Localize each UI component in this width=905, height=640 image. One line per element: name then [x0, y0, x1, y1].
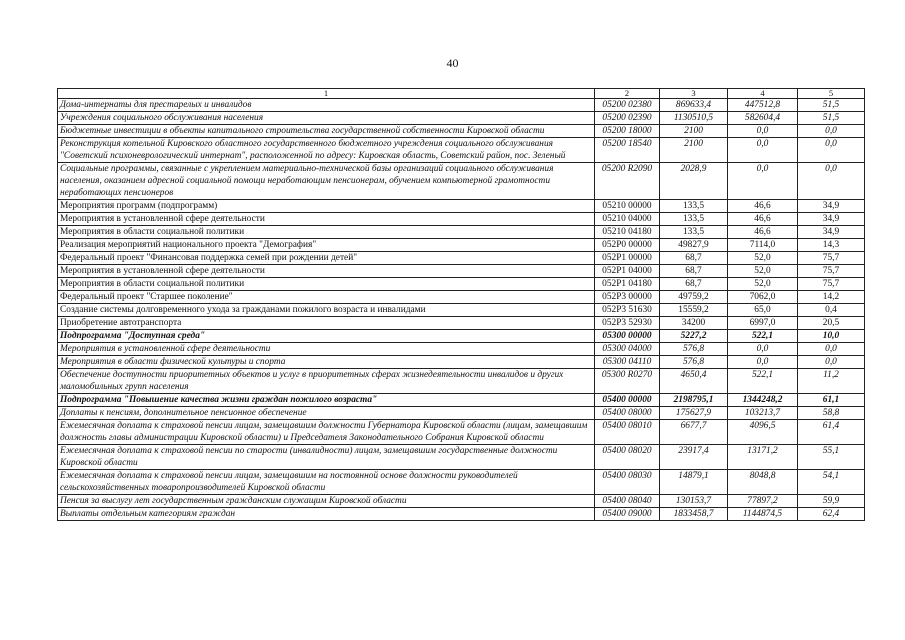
row-value-col5-cell: 54,1	[798, 470, 865, 495]
row-value-col5-cell: 51,5	[798, 112, 865, 125]
table-row	[58, 163, 865, 200]
row-code-cell: 05200 02390	[595, 112, 660, 125]
row-code-cell: 052P0 00000	[595, 239, 660, 252]
row-name-cell: Мероприятия программ (подпрограмм)	[58, 200, 595, 213]
row-value-col4-cell: 522,1	[728, 330, 798, 343]
row-value-col3-cell: 576,8	[660, 356, 728, 369]
row-code-cell: 05400 08040	[595, 495, 660, 508]
row-value-col3-cell: 6677,7	[660, 420, 728, 445]
table-row	[58, 278, 865, 291]
row-name-cell: Мероприятия в области социальной политики	[58, 226, 595, 239]
row-value-col3-cell: 14879,1	[660, 470, 728, 495]
row-value-col5-cell: 62,4	[798, 508, 865, 521]
table-row	[58, 291, 865, 304]
row-value-col5-cell: 0,4	[798, 304, 865, 317]
row-value-col3-cell: 2100	[660, 125, 728, 138]
row-value-col5-cell: 61,1	[798, 394, 865, 407]
table-row	[58, 138, 865, 163]
row-value-col5-cell: 61,4	[798, 420, 865, 445]
row-value-col3-cell: 1833458,7	[660, 508, 728, 521]
budget-table-container	[57, 88, 864, 521]
row-code-cell: 05400 08000	[595, 407, 660, 420]
row-value-col5-cell: 11,2	[798, 369, 865, 394]
row-value-col5-cell: 20,5	[798, 317, 865, 330]
row-value-col5-cell: 0,0	[798, 138, 865, 163]
row-value-col4-cell: 52,0	[728, 252, 798, 265]
row-value-col5-cell: 59,9	[798, 495, 865, 508]
row-code-cell: 05300 00000	[595, 330, 660, 343]
row-value-col3-cell: 1130510,5	[660, 112, 728, 125]
row-value-col3-cell: 2198795,1	[660, 394, 728, 407]
header-cell-col3: 3	[660, 89, 728, 99]
row-value-col4-cell: 52,0	[728, 278, 798, 291]
row-code-cell: 05200 02380	[595, 99, 660, 112]
row-value-col4-cell: 1144874,5	[728, 508, 798, 521]
row-name-cell: Учреждения социального обслуживания населения	[58, 112, 595, 125]
row-code-cell: 05210 00000	[595, 200, 660, 213]
row-value-col5-cell: 34,9	[798, 213, 865, 226]
row-name-cell: Доплаты к пенсиям, дополнительное пенсионное обеспечение	[58, 407, 595, 420]
row-value-col4-cell: 77897,2	[728, 495, 798, 508]
row-value-col4-cell: 1344248,2	[728, 394, 798, 407]
row-code-cell: 052P3 00000	[595, 291, 660, 304]
header-cell-col2: 2	[595, 89, 660, 99]
row-name-cell: Бюджетные инвестиции в объекты капитального строительства государственной собственности Кировской области	[58, 125, 595, 138]
row-code-cell: 052P1 04000	[595, 265, 660, 278]
page-number: 40	[446, 56, 459, 70]
row-name-cell: Ежемесячная доплата к страховой пенсии по старости (инвалидности) лицам, замещавшим государственные должности Кировской области	[58, 445, 595, 470]
table-row	[58, 200, 865, 213]
table-row	[58, 304, 865, 317]
row-name-cell: Федеральный проект "Старшее поколение"	[58, 291, 595, 304]
row-value-col5-cell: 0,0	[798, 356, 865, 369]
row-value-col5-cell: 0,0	[798, 343, 865, 356]
row-value-col3-cell: 68,7	[660, 278, 728, 291]
row-name-cell: Социальные программы, связанные с укреплением материально-технической базы организаций социального обслуживания населения, оказанием адресной социальной помощи неработающим пенсионерам, обучением компьютерной грамотности неработающих пенсионеров	[58, 163, 595, 200]
row-value-col4-cell: 0,0	[728, 163, 798, 200]
row-value-col4-cell: 7114,0	[728, 239, 798, 252]
row-value-col4-cell: 582604,4	[728, 112, 798, 125]
row-code-cell: 052P3 51630	[595, 304, 660, 317]
row-name-cell: Обеспечение доступности приоритетных объектов и услуг в приоритетных сферах жизнедеятельности инвалидов и других маломобильных групп населения	[58, 369, 595, 394]
table-row	[58, 252, 865, 265]
header-cell-col1: 1	[58, 89, 595, 99]
table-row	[58, 265, 865, 278]
row-name-cell: Федеральный проект "Финансовая поддержка семей при рождении детей"	[58, 252, 595, 265]
table-row	[58, 125, 865, 138]
row-value-col3-cell: 68,7	[660, 265, 728, 278]
row-value-col3-cell: 34200	[660, 317, 728, 330]
row-name-cell: Мероприятия в установленной сфере деятельности	[58, 213, 595, 226]
table-row	[58, 99, 865, 112]
table-row	[58, 369, 865, 394]
row-value-col4-cell: 46,6	[728, 226, 798, 239]
row-value-col4-cell: 4096,5	[728, 420, 798, 445]
row-value-col5-cell: 14,3	[798, 239, 865, 252]
row-value-col3-cell: 869633,4	[660, 99, 728, 112]
row-value-col4-cell: 6997,0	[728, 317, 798, 330]
row-value-col5-cell: 75,7	[798, 252, 865, 265]
row-code-cell: 05400 08020	[595, 445, 660, 470]
row-value-col5-cell: 55,1	[798, 445, 865, 470]
table-row	[58, 343, 865, 356]
row-code-cell: 05210 04180	[595, 226, 660, 239]
table-row	[58, 495, 865, 508]
row-code-cell: 05200 18000	[595, 125, 660, 138]
row-code-cell: 05300 R0270	[595, 369, 660, 394]
header-cell-col5: 5	[798, 89, 865, 99]
table-row	[58, 239, 865, 252]
row-code-cell: 052P1 00000	[595, 252, 660, 265]
row-value-col5-cell: 0,0	[798, 125, 865, 138]
row-name-cell: Приобретение автотранспорта	[58, 317, 595, 330]
row-value-col3-cell: 2028,9	[660, 163, 728, 200]
row-code-cell: 05400 00000	[595, 394, 660, 407]
row-value-col3-cell: 4650,4	[660, 369, 728, 394]
row-name-cell: Выплаты отдельным категориям граждан	[58, 508, 595, 521]
row-value-col4-cell: 0,0	[728, 356, 798, 369]
row-name-cell: Подпрограмма "Доступная среда"	[58, 330, 595, 343]
row-value-col3-cell: 49759,2	[660, 291, 728, 304]
row-value-col4-cell: 522,1	[728, 369, 798, 394]
row-value-col3-cell: 133,5	[660, 226, 728, 239]
row-name-cell: Мероприятия в установленной сфере деятельности	[58, 343, 595, 356]
table-body	[58, 99, 865, 521]
table-row	[58, 420, 865, 445]
row-value-col5-cell: 34,9	[798, 226, 865, 239]
row-value-col4-cell: 7062,0	[728, 291, 798, 304]
row-value-col5-cell: 75,7	[798, 265, 865, 278]
row-value-col3-cell: 23917,4	[660, 445, 728, 470]
row-value-col4-cell: 0,0	[728, 125, 798, 138]
row-code-cell: 05300 04110	[595, 356, 660, 369]
row-code-cell: 05200 18540	[595, 138, 660, 163]
row-name-cell: Создание системы долговременного ухода за гражданами пожилого возраста и инвалидами	[58, 304, 595, 317]
table-row	[58, 226, 865, 239]
table-row	[58, 112, 865, 125]
row-name-cell: Ежемесячная доплата к страховой пенсии лицам, замещавшим на постоянной основе должности руководителей сельскохозяйственных товаропроизводителей Кировской области	[58, 470, 595, 495]
row-name-cell: Подпрограмма "Повышение качества жизни граждан пожилого возраста"	[58, 394, 595, 407]
row-value-col4-cell: 52,0	[728, 265, 798, 278]
row-value-col4-cell: 103213,7	[728, 407, 798, 420]
row-name-cell: Реализация мероприятий национального проекта "Демография"	[58, 239, 595, 252]
row-name-cell: Ежемесячная доплата к страховой пенсии лицам, замещавшим должности Губернатора Кировской области (лицам, замещавшим должность главы администрации Кировской области) и Председателя Законодательного Собрания Кировской области	[58, 420, 595, 445]
row-value-col5-cell: 75,7	[798, 278, 865, 291]
row-value-col3-cell: 133,5	[660, 200, 728, 213]
row-value-col4-cell: 46,6	[728, 200, 798, 213]
table-row	[58, 317, 865, 330]
budget-table	[57, 88, 865, 521]
table-row	[58, 394, 865, 407]
row-value-col5-cell: 0,0	[798, 163, 865, 200]
row-value-col3-cell: 68,7	[660, 252, 728, 265]
row-value-col5-cell: 10,0	[798, 330, 865, 343]
row-code-cell: 05400 08010	[595, 420, 660, 445]
row-code-cell: 05400 09000	[595, 508, 660, 521]
row-value-col3-cell: 5227,2	[660, 330, 728, 343]
table-row	[58, 470, 865, 495]
table-row	[58, 213, 865, 226]
table-row	[58, 508, 865, 521]
row-value-col3-cell: 130153,7	[660, 495, 728, 508]
row-name-cell: Дома-интернаты для престарелых и инвалидов	[58, 99, 595, 112]
row-value-col3-cell: 49827,9	[660, 239, 728, 252]
row-code-cell: 052P1 04180	[595, 278, 660, 291]
row-value-col5-cell: 14,2	[798, 291, 865, 304]
header-row	[58, 89, 865, 99]
header-cell-col4: 4	[728, 89, 798, 99]
row-name-cell: Мероприятия в области социальной политики	[58, 278, 595, 291]
row-value-col5-cell: 51,5	[798, 99, 865, 112]
row-code-cell: 05210 04000	[595, 213, 660, 226]
row-value-col4-cell: 8048,8	[728, 470, 798, 495]
row-value-col4-cell: 447512,8	[728, 99, 798, 112]
row-name-cell: Мероприятия в установленной сфере деятельности	[58, 265, 595, 278]
row-code-cell: 05300 04000	[595, 343, 660, 356]
row-code-cell: 05400 08030	[595, 470, 660, 495]
row-value-col3-cell: 576,8	[660, 343, 728, 356]
row-value-col3-cell: 2100	[660, 138, 728, 163]
table-row	[58, 356, 865, 369]
table-row	[58, 330, 865, 343]
row-name-cell: Пенсия за выслугу лет государственным гражданским служащим Кировской области	[58, 495, 595, 508]
table-row	[58, 445, 865, 470]
row-code-cell: 05200 R2090	[595, 163, 660, 200]
row-value-col5-cell: 58,8	[798, 407, 865, 420]
row-value-col4-cell: 0,0	[728, 138, 798, 163]
row-value-col3-cell: 15559,2	[660, 304, 728, 317]
table-row	[58, 407, 865, 420]
row-name-cell: Мероприятия в области физической культуры и спорта	[58, 356, 595, 369]
row-value-col5-cell: 34,9	[798, 200, 865, 213]
row-value-col3-cell: 133,5	[660, 213, 728, 226]
row-value-col4-cell: 46,6	[728, 213, 798, 226]
row-code-cell: 052P3 52930	[595, 317, 660, 330]
row-value-col3-cell: 175627,9	[660, 407, 728, 420]
row-name-cell: Реконструкция котельной Кировского областного государственного бюджетного учреждения социального обслуживания "Советский психоневрологический интернат", расположенной по адресу: Кировская область, Советский район, пос. Зеленый	[58, 138, 595, 163]
row-value-col4-cell: 13171,2	[728, 445, 798, 470]
row-value-col4-cell: 65,0	[728, 304, 798, 317]
row-value-col4-cell: 0,0	[728, 343, 798, 356]
